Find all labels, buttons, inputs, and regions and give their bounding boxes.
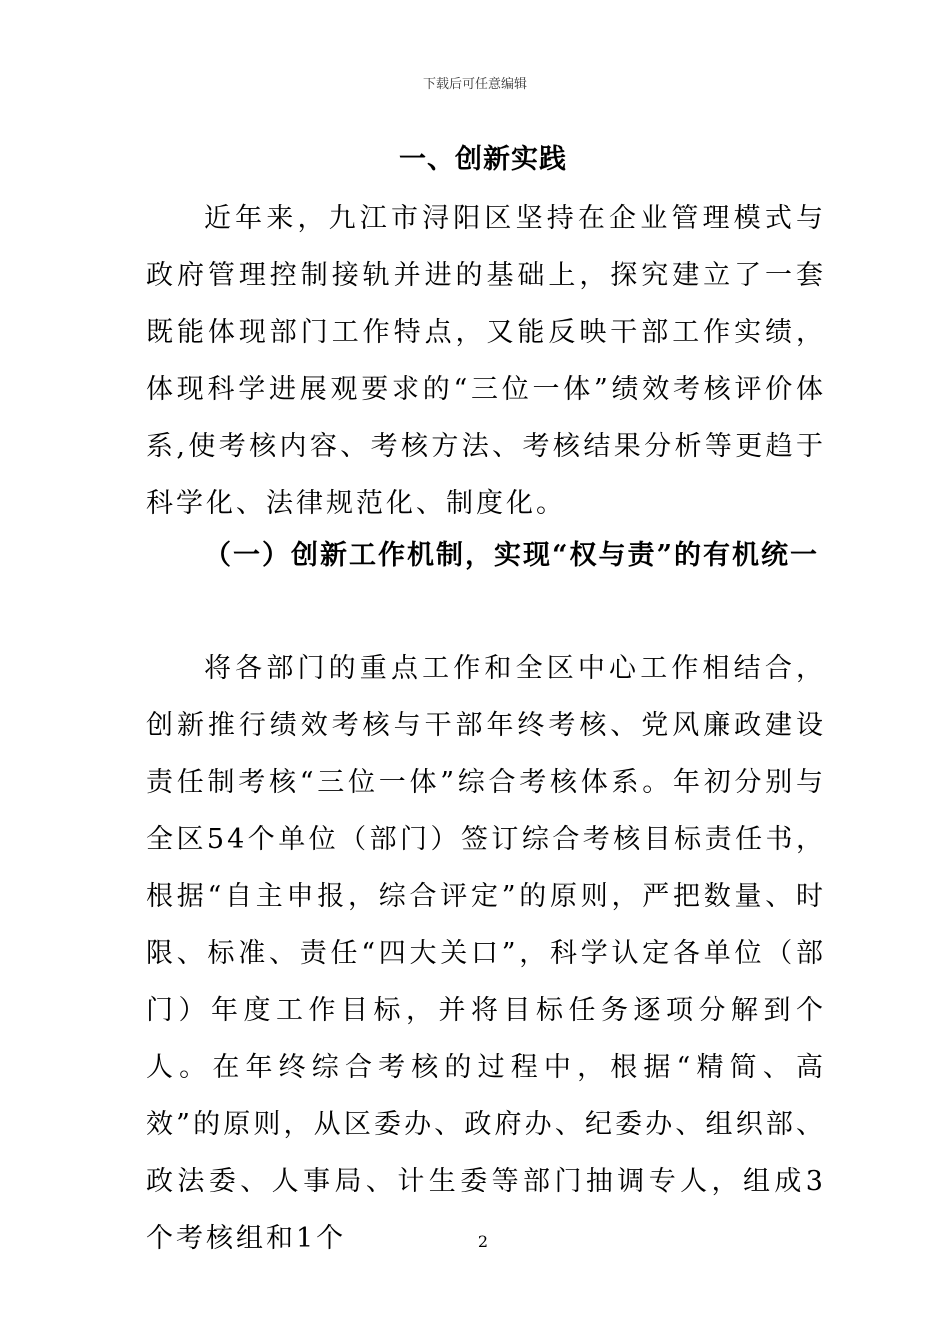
body-paragraph-1: 近年来，九江市浔阳区坚持在企业管理模式与政府管理控制接轨并进的基础上，探究建立了一套既能体现部门工作特点，又能反映干部工作实绩，体现科学进展观要求的“三位一体”绩效考核评价体系,使考核内容、考核方法、考核结果分析等更趋于科学化、法律规范化、制度化。 <box>146 203 826 519</box>
body-paragraph-2: 将各部门的重点工作和全区中心工作相结合，创新推行绩效考核与干部年终考核、党风廉政建设责任制考核“三位一体”综合考核体系。年初分别与全区54个单位（部门）签订综合考核目标责任书，根据“自主申报，综合评定”的原则，严把数量、时限、标准、责任“四大关口”，科学认定各单位（部门）年度工作目标，并将目标任务逐项分解到个人。在年终综合考核的过程中，根据“精简、高效”的原则，从区委办、政府办、纪委办、组织部、政法委、人事局、计生委等部门抽调专人，组成3个考核组和1个 <box>146 653 826 1254</box>
subheading-1: （一）创新工作机制，实现“权与责”的有机统一 <box>204 540 820 571</box>
page-header: 下载后可任意编辑 <box>422 77 527 92</box>
section-title: 一、创新实践 <box>399 144 567 175</box>
page-number: 2 <box>477 1232 489 1251</box>
